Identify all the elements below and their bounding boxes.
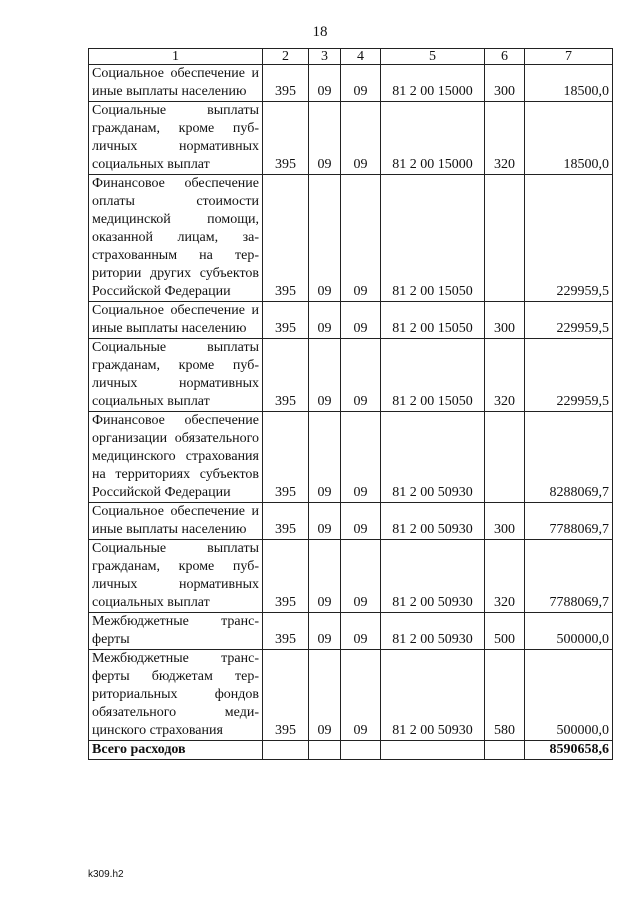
section-code: 09 [309, 175, 341, 302]
expense-name: Финансовое обеспечение оплаты стоимости медицинской помощи, оказанной лицам, застрахованным на территории других субъектов Российской Федерации [89, 175, 263, 302]
section-code: 09 [309, 65, 341, 102]
target-article-code: 81 2 00 50930 [381, 613, 485, 650]
header-col-1: 1 [89, 49, 263, 65]
table-row [89, 339, 613, 412]
expense-type-code: 580 [485, 650, 525, 741]
section-code: 09 [309, 302, 341, 339]
subsection-code: 09 [341, 503, 381, 540]
table-row [89, 650, 613, 741]
subsection-code: 09 [341, 302, 381, 339]
section-code: 09 [309, 613, 341, 650]
header-col-3: 3 [309, 49, 341, 65]
expense-type-code: 300 [485, 302, 525, 339]
subsection-code: 09 [341, 412, 381, 503]
header-col-2: 2 [263, 49, 309, 65]
amount: 229959,5 [525, 175, 613, 302]
expense-name: Социальное обеспечение и иные выплаты населению [89, 503, 263, 540]
expense-type-code: 320 [485, 339, 525, 412]
target-article-code: 81 2 00 50930 [381, 650, 485, 741]
table-row [89, 503, 613, 540]
section-code: 09 [309, 102, 341, 175]
budget-table [88, 48, 613, 760]
section-code: 09 [309, 503, 341, 540]
header-col-5: 5 [381, 49, 485, 65]
expense-type-code: 300 [485, 65, 525, 102]
expense-name: Социальные выплаты гражданам, кроме публичных нормативных социальных выплат [89, 540, 263, 613]
table-row [89, 65, 613, 102]
ministry-code: 395 [263, 339, 309, 412]
amount: 18500,0 [525, 65, 613, 102]
ministry-code: 395 [263, 302, 309, 339]
expense-type-code: 500 [485, 613, 525, 650]
expense-type-code: 320 [485, 540, 525, 613]
header-row [89, 49, 613, 65]
target-article-code: 81 2 00 15050 [381, 302, 485, 339]
ministry-code: 395 [263, 503, 309, 540]
table-row [89, 175, 613, 302]
subsection-code: 09 [341, 175, 381, 302]
amount: 18500,0 [525, 102, 613, 175]
target-article-code: 81 2 00 15050 [381, 339, 485, 412]
empty-cell [341, 741, 381, 760]
subsection-code: 09 [341, 613, 381, 650]
expense-type-code [485, 175, 525, 302]
header-col-6: 6 [485, 49, 525, 65]
expense-name: Социальные выплаты гражданам, кроме публичных нормативных социальных выплат [89, 339, 263, 412]
ministry-code: 395 [263, 540, 309, 613]
table-row [89, 302, 613, 339]
amount: 7788069,7 [525, 503, 613, 540]
table-row [89, 412, 613, 503]
expense-name: Социальное обеспечение и иные выплаты населению [89, 65, 263, 102]
section-code: 09 [309, 339, 341, 412]
subsection-code: 09 [341, 339, 381, 412]
amount: 8288069,7 [525, 412, 613, 503]
page-number: 18 [312, 24, 328, 40]
total-value: 8590658,6 [525, 741, 613, 760]
target-article-code: 81 2 00 15050 [381, 175, 485, 302]
expense-type-code [485, 412, 525, 503]
empty-cell [309, 741, 341, 760]
target-article-code: 81 2 00 50930 [381, 503, 485, 540]
ministry-code: 395 [263, 412, 309, 503]
footer-code: k309.h2 [88, 869, 124, 880]
table-row [89, 102, 613, 175]
subsection-code: 09 [341, 102, 381, 175]
target-article-code: 81 2 00 15000 [381, 102, 485, 175]
empty-cell [485, 741, 525, 760]
amount: 7788069,7 [525, 540, 613, 613]
amount: 229959,5 [525, 302, 613, 339]
subsection-code: 09 [341, 540, 381, 613]
empty-cell [381, 741, 485, 760]
empty-cell [263, 741, 309, 760]
ministry-code: 395 [263, 650, 309, 741]
section-code: 09 [309, 412, 341, 503]
expense-name: Социальные выплаты гражданам, кроме публичных нормативных социальных выплат [89, 102, 263, 175]
amount: 500000,0 [525, 613, 613, 650]
expense-name: Финансовое обеспечение организации обязательного медицинского страхования на территориях субъектов Российской Федерации [89, 412, 263, 503]
amount: 229959,5 [525, 339, 613, 412]
expense-type-code: 300 [485, 503, 525, 540]
total-label: Всего расходов [89, 741, 263, 760]
amount: 500000,0 [525, 650, 613, 741]
table-row [89, 613, 613, 650]
ministry-code: 395 [263, 175, 309, 302]
section-code: 09 [309, 540, 341, 613]
target-article-code: 81 2 00 15000 [381, 65, 485, 102]
subsection-code: 09 [341, 650, 381, 741]
target-article-code: 81 2 00 50930 [381, 412, 485, 503]
expense-name: Социальное обеспечение и иные выплаты населению [89, 302, 263, 339]
expense-name: Межбюджетные трансферты [89, 613, 263, 650]
total-row [89, 741, 613, 760]
expense-name: Межбюджетные трансферты бюджетам территориальных фондов обязательного медицинского страхования [89, 650, 263, 741]
subsection-code: 09 [341, 65, 381, 102]
table-row [89, 540, 613, 613]
header-col-4: 4 [341, 49, 381, 65]
target-article-code: 81 2 00 50930 [381, 540, 485, 613]
ministry-code: 395 [263, 65, 309, 102]
section-code: 09 [309, 650, 341, 741]
expense-type-code: 320 [485, 102, 525, 175]
header-col-7: 7 [525, 49, 613, 65]
ministry-code: 395 [263, 613, 309, 650]
ministry-code: 395 [263, 102, 309, 175]
